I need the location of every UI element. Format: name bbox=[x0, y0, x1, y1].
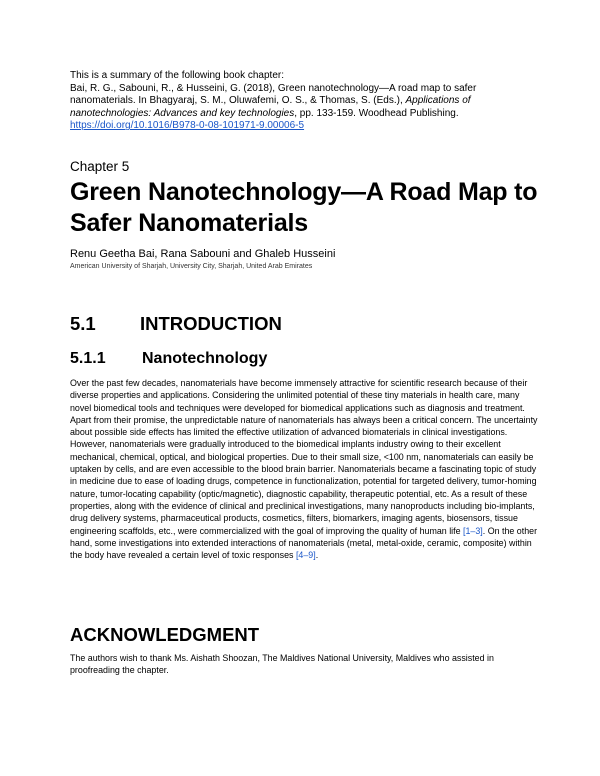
reference-link-1-3[interactable]: [1–3] bbox=[463, 525, 483, 536]
reference-link-4-9[interactable]: [4–9] bbox=[295, 550, 316, 561]
section-title: INTRODUCTION bbox=[140, 313, 282, 334]
citation-book-title: Applications of nanotechnologies: Advances and key technologies bbox=[70, 95, 471, 119]
acknowledgment-text: The authors wish to thank Ms. Aishath Shoozan, The Maldives National University, Maldives who assisted in proofreading the chapter. bbox=[70, 653, 494, 676]
summary-block bbox=[70, 70, 540, 133]
paragraph-mid: . On the other hand, some investigations into extended interactions of nanomaterials (metal, metal-oxide, ceramic, composite) within the body have revealed a certain level of toxic responses bbox=[70, 525, 538, 561]
section-number: 5.1 bbox=[70, 313, 96, 334]
acknowledgment-heading: ACKNOWLEDGMENT bbox=[70, 624, 260, 645]
chapter-authors: Renu Geetha Bai, Rana Sabouni and Ghaleb Husseini bbox=[70, 248, 336, 260]
doi-link[interactable]: https://doi.org/10.1016/B978-0-08-101971-9.00006-5 bbox=[70, 120, 305, 132]
subsection-title: Nanotechnology bbox=[142, 350, 268, 367]
citation-prefix: Bai, R. G., Sabouni, R., & Husseini, G. (2018), Green nanotechnology—A road map to safer nanomaterials. In Bhagyaraj, S. M., Oluwafemi, O. S., & Thomas, S. (Eds.), bbox=[70, 82, 477, 107]
summary-intro: This is a summary of the following book chapter: bbox=[70, 70, 284, 81]
author-affiliation: American University of Sharjah, University City, Sharjah, United Arab Emirates bbox=[70, 263, 313, 270]
summary-citation bbox=[70, 83, 540, 121]
citation-suffix: , pp. 133-159. Woodhead Publishing. bbox=[294, 107, 459, 119]
section-heading-introduction bbox=[70, 313, 282, 335]
paragraph-end: . bbox=[315, 550, 319, 561]
subsection-number: 5.1.1 bbox=[70, 350, 106, 367]
chapter-title: Green Nanotechnology—A Road Map to Safer Nanomaterials bbox=[70, 178, 538, 237]
chapter-label: Chapter 5 bbox=[70, 159, 130, 174]
body-paragraph bbox=[70, 377, 542, 561]
subsection-heading-nanotechnology bbox=[70, 349, 267, 369]
summary-doi bbox=[70, 120, 540, 133]
paragraph-main: Over the past few decades, nanomaterials have become immensely attractive for scientific research because of their diverse properties and applications. Considering the unlimited potential of these tiny materials in health care, many novel biomedical tools and techniques were developed for biomedical applications such as diagnosis and treatment. Apart from their promise, the unpredictable nature of nanomaterials has always been a critical concern. The uncertainty about possible side effects has limited the effective utilization of advanced biomaterials in clinical investigations. However, nanomaterials were gradually introduced to the biomedical implants industry owing to their excellent mechanical, chemical, optical, and biological properties. Due to their small size, <100 nm, nanomaterials can easily be uptaken by cells, and are even accessible to the blood brain barrier. Nanomaterials became a fascinating topic of study in medicine due to ease of loading drugs, competence in functionalization, potential for targeted delivery, tumor-homing nature, tumor-locating capability (optic/magnetic), diagnostic capability, therapeutic potential, etc. As a result of these properties, along with the evidence of clinical and preclinical investigations, many nanoproducts including bio-implants, drug delivery systems, pharmaceutical products, cosmetics, filters, biomarkers, imaging agents, biosensors, tissue engineering scaffolds, etc., were commercialized with the goal of improving the quality of human life bbox=[70, 378, 538, 536]
